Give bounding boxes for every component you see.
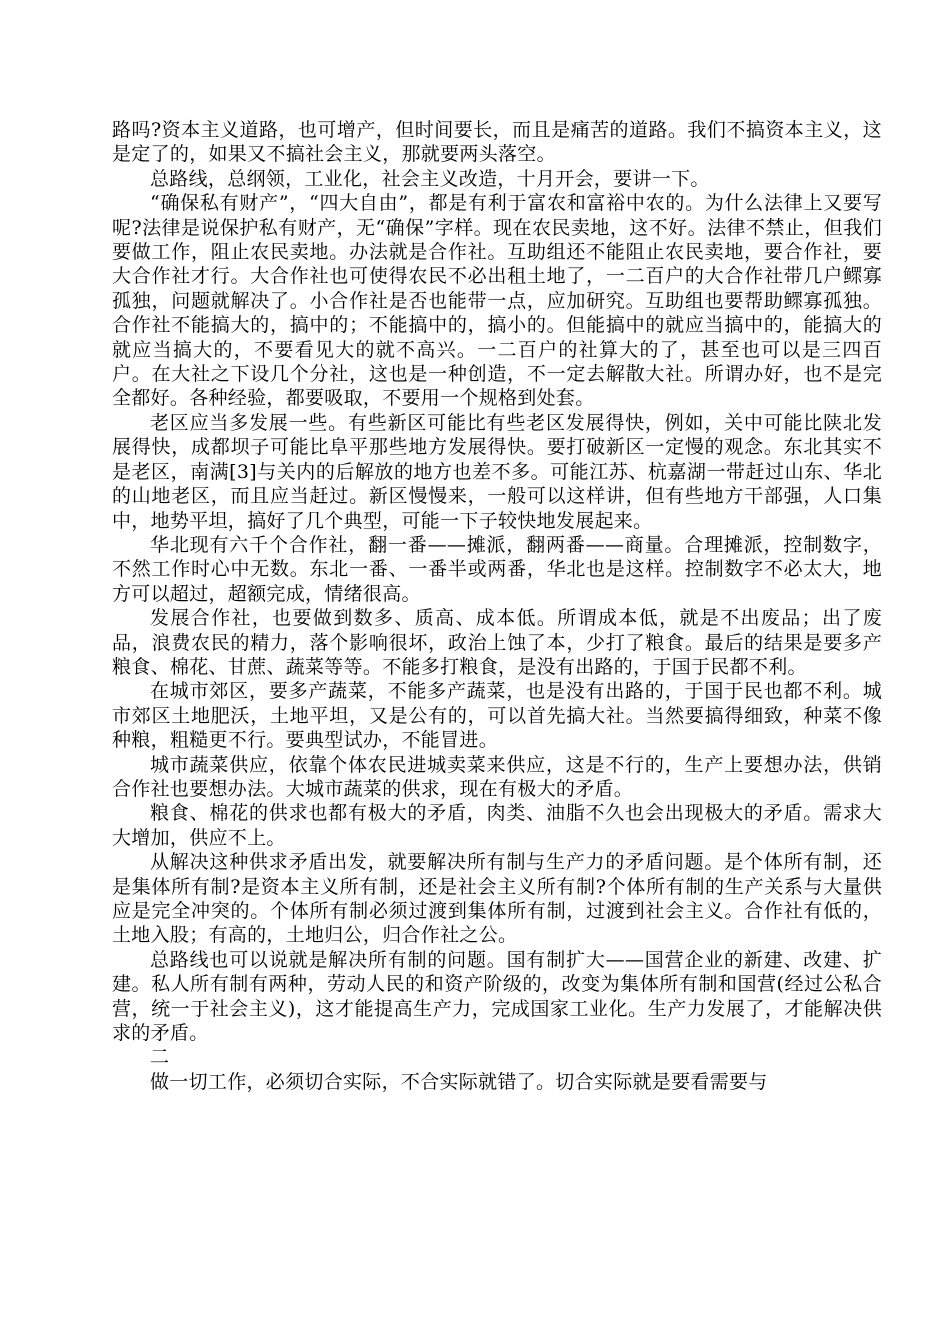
section-number: 二 (150, 1046, 170, 1069)
paragraph: 发展合作社，也要做到数多、质高、成本低。所谓成本低，就是不出废品；出了废品，浪费农民的精力，落个影响很坏，政治上蚀了本，少打了粮食。最后的结果是要多产粮食、棉花、甘蔗、蔬菜等等。不能多打粮食，是没有出路的，于国于民都不利。 (112, 607, 882, 678)
paragraph: 总路线，总纲领，工业化，社会主义改造，十月开会，要讲一下。 (150, 167, 710, 190)
paragraph: 从解决这种供求矛盾出发，就要解决所有制与生产力的矛盾问题。是个体所有制，还是集体所有制?是资本主义所有制，还是社会主义所有制?个体所有制的生产关系与大量供应是完全冲突的。个体所有制必须过渡到集体所有制，过渡到社会主义。合作社有低的，土地入股；有高的，土地归公，归合作社之公。 (112, 851, 882, 947)
paragraph: 老区应当多发展一些。有些新区可能比有些老区发展得快，例如，关中可能比陕北发展得快，成都坝子可能比阜平那些地方发展得快。要打破新区一定慢的观念。东北其实不是老区，南满[3]与关内的后解放的地方也差不多。可能江苏、杭嘉湖一带赶过山东、华北的山地老区，而且应当赶过。新区慢慢来，一般可以这样讲，但有些地方干部强，人口集中，地势平坦，搞好了几个典型，可能一下子较快地发展起来。 (112, 411, 882, 532)
paragraph: “确保私有财产”，“四大自由”，都是有利于富农和富裕中农的。为什么法律上又要写呢?法律是说保护私有财产，无“确保”字样。现在农民卖地，这不好。法律不禁止，但我们要做工作，阻止农民卖地。办法就是合作社。互助组还不能阻止农民卖地，要合作社，要大合作社才行。大合作社也可使得农民不必出租土地了，一二百户的大合作社带几户鳏寡孤独，问题就解决了。小合作社是否也能带一点，应加研究。互助组也要帮助鳏寡孤独。合作社不能搞大的，搞中的；不能搞中的，搞小的。但能搞中的就应当搞中的，能搞大的就应当搞大的，不要看见大的就不高兴。一二百户的社算大的了，甚至也可以是三四百户。在大社之下设几个分社，这也是一种创造，不一定去解散大社。所谓办好，也不是完全都好。各种经验，都要吸取，不要用一个规格到处套。 (112, 192, 882, 410)
paragraph: 城市蔬菜供应，依靠个体农民进城卖菜来供应，这是不行的，生产上要想办法，供销合作社也要想办法。大城市蔬菜的供求，现在有极大的矛盾。 (112, 753, 882, 800)
paragraph: 在城市郊区，要多产蔬菜，不能多产蔬菜，也是没有出路的，于国于民也都不利。城市郊区土地肥沃，土地平坦，又是公有的，可以首先搞大社。当然要搞得细致，种菜不像种粮，粗糙更不行。要典型试办，不能冒进。 (112, 680, 882, 752)
paragraph: 总路线也可以说就是解决所有制的问题。国有制扩大——国营企业的新建、改建、扩建。私人所有制有两种，劳动人民的和资产阶级的，改变为集体所有制和国营(经过公私合营，统一于社会主义)，这才能提高生产力，完成国家工业化。生产力发展了，才能解决供求的矛盾。 (112, 948, 882, 1045)
paragraph: 路吗?资本主义道路，也可增产，但时间要长，而且是痛苦的道路。我们不搞资本主义，这是定了的，如果又不搞社会主义，那就要两头落空。 (112, 119, 882, 166)
paragraph: 做一切工作，必须切合实际，不合实际就错了。切合实际就是要看需要与 (150, 1070, 768, 1093)
paragraph: 华北现有六千个合作社，翻一番——摊派，翻两番——商量。合理摊派，控制数字，不然工作时心中无数。东北一番、一番半或两番，华北也是这样。控制数字不必太大，地方可以超过，超额完成，情绪很高。 (112, 533, 882, 605)
paragraph: 粮食、棉花的供求也都有极大的矛盾，肉类、油脂不久也会出现极大的矛盾。需求大大增加，供应不上。 (112, 802, 882, 849)
document-body (112, 118, 882, 1094)
